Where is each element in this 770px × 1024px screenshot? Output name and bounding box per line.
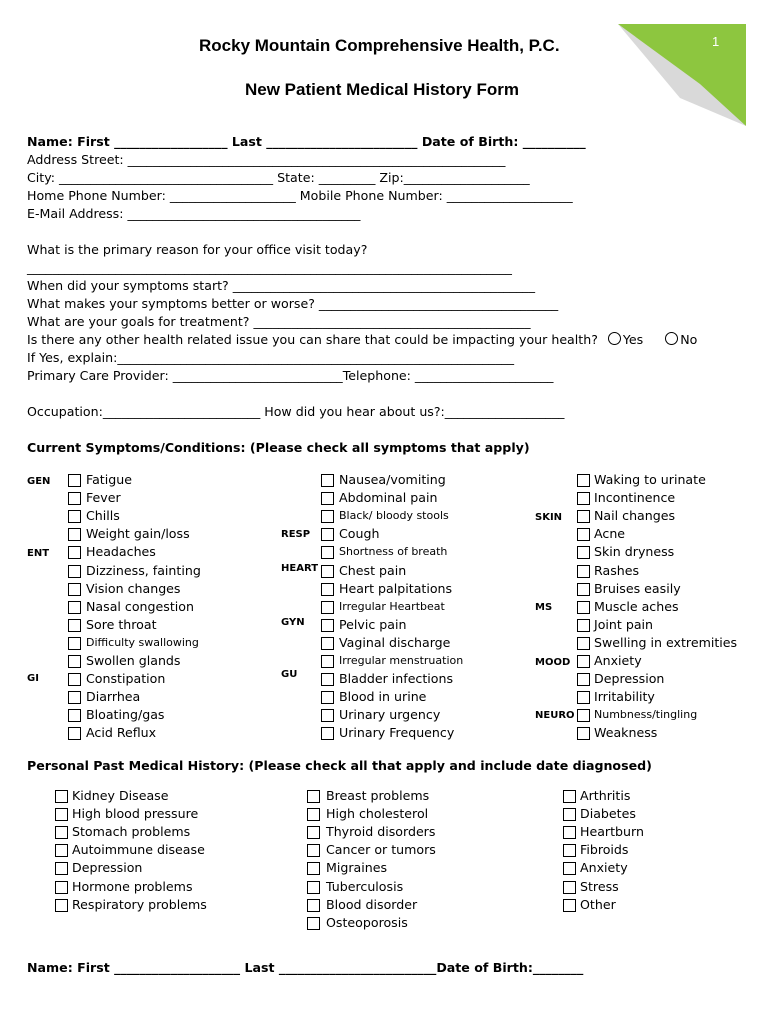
- other-issue-question: Is there any other health related issue you can share that could be impacting your health?: [27, 332, 598, 347]
- symptom-label: Irritability: [594, 689, 655, 705]
- history-checkbox[interactable]: [563, 790, 576, 803]
- symptom-label: Dizziness, fainting: [86, 562, 201, 578]
- no-radio[interactable]: [665, 332, 678, 345]
- yes-radio[interactable]: [608, 332, 621, 345]
- symptom-label: Nausea/vomiting: [339, 472, 446, 487]
- history-checkbox[interactable]: [307, 790, 320, 803]
- symptom-checkbox[interactable]: [68, 528, 81, 541]
- symptom-checkbox[interactable]: [321, 655, 334, 668]
- better-worse-line[interactable]: What makes your symptoms better or worse? ______________________________________: [27, 296, 559, 311]
- symptom-label: Urinary urgency: [339, 707, 441, 723]
- symptom-checkbox[interactable]: [577, 546, 590, 559]
- no-label: No: [680, 332, 698, 347]
- history-checkbox[interactable]: [55, 899, 68, 912]
- symptom-checkbox[interactable]: [68, 546, 81, 559]
- symptom-checkbox[interactable]: [577, 655, 590, 668]
- email-line[interactable]: E-Mail Address: _____________________________________: [27, 206, 361, 221]
- history-label: Stress: [580, 878, 619, 894]
- symptom-checkbox[interactable]: [577, 619, 590, 632]
- symptom-checkbox[interactable]: [321, 673, 334, 686]
- symptom-label: Fever: [86, 490, 121, 506]
- symptom-checkbox[interactable]: [68, 619, 81, 632]
- symptom-label: Chest pain: [339, 562, 407, 578]
- history-label: Kidney Disease: [72, 788, 169, 803]
- symptom-checkbox[interactable]: [577, 474, 590, 487]
- category-gyn: GYN: [281, 617, 305, 628]
- symptom-checkbox[interactable]: [321, 583, 334, 596]
- symptom-label: Abdominal pain: [339, 490, 438, 506]
- history-checkbox[interactable]: [307, 826, 320, 839]
- symptom-label: Numbness/tingling: [594, 708, 698, 722]
- history-checkbox[interactable]: [55, 844, 68, 857]
- symptom-label: Difficulty swallowing: [86, 635, 199, 649]
- symptom-label: Swelling in extremities: [594, 634, 738, 650]
- history-label: Anxiety: [580, 860, 628, 876]
- symptom-checkbox[interactable]: [577, 673, 590, 686]
- symptom-label: Urinary Frequency: [339, 725, 455, 741]
- symptom-checkbox[interactable]: [577, 583, 590, 596]
- history-label: High blood pressure: [72, 806, 199, 822]
- symptom-checkbox[interactable]: [321, 528, 334, 541]
- symptom-checkbox[interactable]: [577, 691, 590, 704]
- other-issue-line: [27, 331, 697, 349]
- symptom-label: Constipation: [86, 671, 166, 687]
- category-gu: GU: [281, 669, 298, 680]
- symptom-checkbox[interactable]: [321, 709, 334, 722]
- symptom-checkbox[interactable]: [68, 474, 81, 487]
- history-checkbox[interactable]: [307, 881, 320, 894]
- history-label: Heartburn: [580, 824, 644, 840]
- symptom-checkbox[interactable]: [321, 492, 334, 505]
- symptom-label: Anxiety: [594, 653, 642, 668]
- symptom-checkbox[interactable]: [321, 546, 334, 559]
- category-heart: HEART: [281, 563, 319, 574]
- history-checkbox[interactable]: [307, 844, 320, 857]
- corner-decoration: [0, 0, 770, 140]
- symptom-label: Vaginal discharge: [339, 634, 451, 650]
- symptom-label: Nasal congestion: [86, 598, 194, 614]
- history-checkbox[interactable]: [55, 881, 68, 894]
- phone-line[interactable]: Home Phone Number: ____________________ Mobile Phone Number: ____________________: [27, 188, 573, 203]
- symptom-label: Acne: [594, 526, 626, 542]
- history-label: Autoimmune disease: [72, 842, 205, 858]
- history-label: Breast problems: [326, 788, 430, 803]
- history-checkbox[interactable]: [563, 899, 576, 912]
- history-label: Diabetes: [580, 806, 636, 822]
- category-resp: RESP: [281, 529, 311, 540]
- history-checkbox[interactable]: [307, 917, 320, 930]
- symptom-label: Headaches: [86, 544, 156, 560]
- history-checkbox[interactable]: [307, 808, 320, 821]
- history-label: Blood disorder: [326, 896, 418, 912]
- symptom-checkbox[interactable]: [321, 619, 334, 632]
- symptom-label: Chills: [86, 508, 120, 524]
- history-checkbox[interactable]: [563, 844, 576, 857]
- page-number: 1: [712, 34, 720, 49]
- symptom-label: Incontinence: [594, 490, 676, 506]
- yes-label: Yes: [622, 332, 644, 347]
- category-gen: GEN: [27, 476, 51, 487]
- category-ent: ENT: [27, 548, 50, 559]
- symptom-label: Black/ bloody stools: [339, 509, 449, 523]
- symptom-checkbox[interactable]: [68, 637, 81, 650]
- form-subtitle: New Patient Medical History Form: [245, 80, 519, 99]
- symptoms-heading: Current Symptoms/Conditions: (Please check all symptoms that apply): [27, 440, 530, 455]
- symptom-checkbox[interactable]: [68, 510, 81, 523]
- category-gi: GI: [27, 673, 39, 684]
- history-heading: Personal Past Medical History: (Please check all that apply and include date diagnosed): [27, 758, 652, 773]
- symptom-checkbox[interactable]: [321, 727, 334, 740]
- symptom-label: Sore throat: [86, 616, 157, 632]
- symptom-label: Nail changes: [594, 508, 676, 524]
- history-label: Osteoporosis: [326, 914, 408, 930]
- symptom-label: Bloating/gas: [86, 707, 165, 723]
- history-checkbox[interactable]: [55, 790, 68, 803]
- history-label: Migraines: [326, 860, 388, 876]
- history-label: High cholesterol: [326, 806, 429, 822]
- symptom-checkbox[interactable]: [68, 673, 81, 686]
- address-line[interactable]: Address Street: ____________________________________________________________: [27, 152, 506, 167]
- symptom-checkbox[interactable]: [68, 565, 81, 578]
- history-checkbox[interactable]: [563, 808, 576, 821]
- symptom-label: Bruises easily: [594, 580, 681, 596]
- symptom-checkbox[interactable]: [577, 709, 590, 722]
- history-checkbox[interactable]: [307, 862, 320, 875]
- symptom-checkbox[interactable]: [577, 528, 590, 541]
- symptom-label: Diarrhea: [86, 689, 141, 705]
- symptom-checkbox[interactable]: [577, 510, 590, 523]
- symptom-start-line[interactable]: When did your symptoms start? ________________________________________________: [27, 278, 535, 293]
- history-label: Thyroid disorders: [326, 824, 436, 840]
- form-title: Rocky Mountain Comprehensive Health, P.C.: [199, 36, 560, 55]
- symptom-label: Irregular menstruation: [339, 654, 464, 667]
- symptom-label: Shortness of breath: [339, 545, 448, 559]
- history-checkbox[interactable]: [563, 881, 576, 894]
- city-line[interactable]: City: __________________________________ State: _________ Zip:____________________: [27, 170, 530, 185]
- symptom-label: Cough: [339, 526, 380, 542]
- symptom-checkbox[interactable]: [68, 601, 81, 614]
- symptom-label: Depression: [594, 671, 665, 687]
- symptom-checkbox[interactable]: [321, 474, 334, 487]
- symptom-label: Heart palpitations: [339, 580, 453, 596]
- footer-name-dob-line[interactable]: Name: First ____________________ Last _________________________Date of Birth:________: [27, 960, 584, 975]
- symptom-label: Acid Reflux: [86, 725, 157, 741]
- symptom-label: Joint pain: [594, 616, 654, 632]
- symptom-checkbox[interactable]: [68, 727, 81, 740]
- symptom-label: Swollen glands: [86, 653, 181, 668]
- symptom-checkbox[interactable]: [321, 565, 334, 578]
- symptom-label: Blood in urine: [339, 689, 427, 705]
- symptom-checkbox[interactable]: [68, 655, 81, 668]
- symptom-label: Skin dryness: [594, 544, 675, 560]
- history-label: Fibroids: [580, 842, 629, 858]
- category-ms: MS: [535, 602, 553, 613]
- symptom-label: Weakness: [594, 725, 658, 741]
- symptom-label: Fatigue: [86, 472, 132, 487]
- history-checkbox[interactable]: [55, 826, 68, 839]
- symptom-checkbox[interactable]: [577, 727, 590, 740]
- symptom-label: Pelvic pain: [339, 616, 407, 632]
- history-checkbox[interactable]: [55, 862, 68, 875]
- symptom-checkbox[interactable]: [577, 637, 590, 650]
- history-label: Arthritis: [580, 788, 631, 803]
- history-checkbox[interactable]: [563, 826, 576, 839]
- symptom-label: Irregular Heartbeat: [339, 599, 445, 613]
- history-label: Other: [580, 896, 616, 912]
- reason-question: What is the primary reason for your office visit today?: [27, 242, 368, 257]
- symptom-checkbox[interactable]: [321, 691, 334, 704]
- history-label: Stomach problems: [72, 824, 191, 840]
- name-dob-line[interactable]: Name: First __________________ Last ________________________ Date of Birth: __________: [27, 134, 586, 149]
- symptom-checkbox[interactable]: [68, 709, 81, 722]
- symptom-label: Bladder infections: [339, 671, 454, 687]
- category-neuro: NEURO: [535, 710, 575, 721]
- history-label: Respiratory problems: [72, 896, 207, 912]
- explain-line[interactable]: If Yes, explain:_______________________________________________________________: [27, 350, 515, 365]
- symptom-checkbox[interactable]: [577, 601, 590, 614]
- history-label: Hormone problems: [72, 878, 193, 894]
- category-skin: SKIN: [535, 512, 563, 523]
- symptom-label: Weight gain/loss: [86, 526, 190, 542]
- symptom-checkbox[interactable]: [68, 691, 81, 704]
- symptom-label: Rashes: [594, 562, 640, 578]
- symptom-checkbox[interactable]: [321, 637, 334, 650]
- symptom-checkbox[interactable]: [68, 583, 81, 596]
- reason-answer-line[interactable]: _____________________________________________________________________________: [27, 260, 512, 275]
- symptom-label: Vision changes: [86, 580, 181, 596]
- pcp-line[interactable]: Primary Care Provider: ___________________________Telephone: ______________________: [27, 368, 554, 383]
- history-checkbox[interactable]: [563, 862, 576, 875]
- history-label: Depression: [72, 860, 143, 876]
- symptom-checkbox[interactable]: [321, 510, 334, 523]
- goals-line[interactable]: What are your goals for treatment? ____________________________________________: [27, 314, 531, 329]
- occupation-line[interactable]: Occupation:_________________________ How did you hear about us?:___________________: [27, 404, 565, 419]
- history-checkbox[interactable]: [307, 899, 320, 912]
- history-label: Tuberculosis: [326, 878, 404, 894]
- symptom-checkbox[interactable]: [577, 492, 590, 505]
- symptom-label: Waking to urinate: [594, 472, 706, 487]
- symptom-checkbox[interactable]: [577, 565, 590, 578]
- symptom-checkbox[interactable]: [321, 601, 334, 614]
- history-label: Cancer or tumors: [326, 842, 436, 858]
- history-checkbox[interactable]: [55, 808, 68, 821]
- symptom-checkbox[interactable]: [68, 492, 81, 505]
- category-mood: MOOD: [535, 657, 571, 668]
- symptom-label: Muscle aches: [594, 598, 679, 614]
